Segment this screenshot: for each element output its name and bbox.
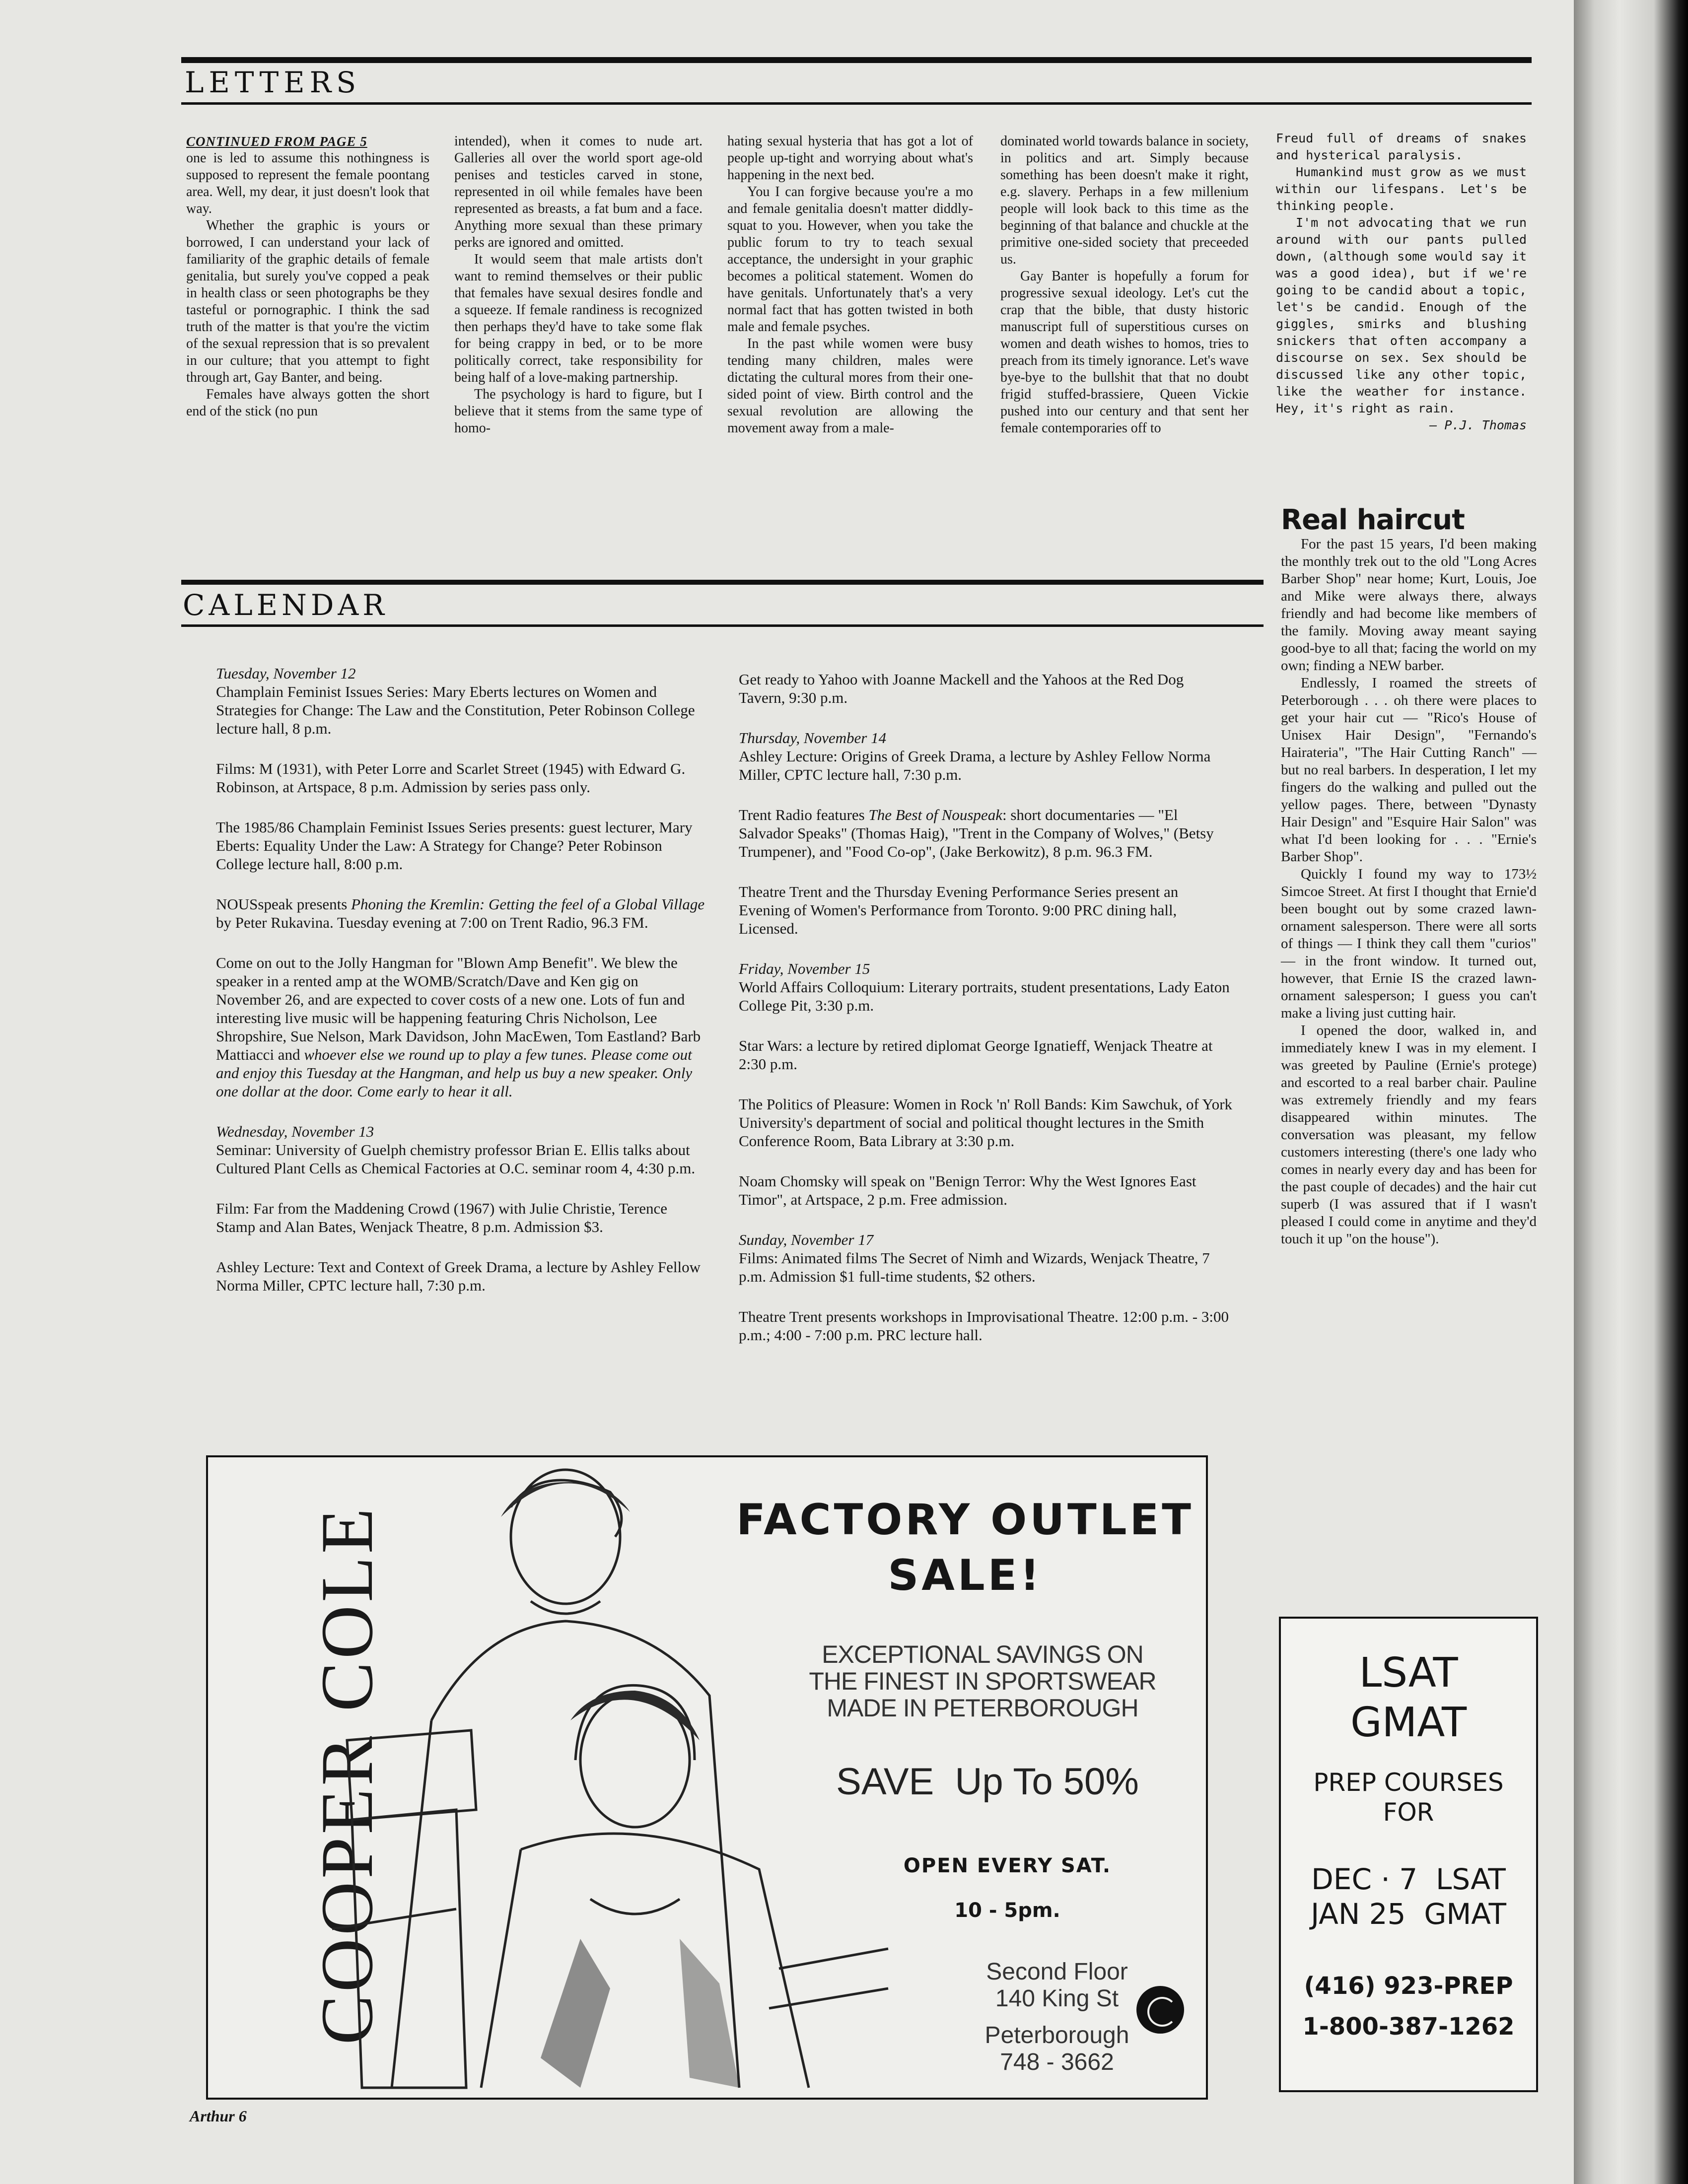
calendar-event — [216, 1199, 705, 1236]
event-text: Ashley Lecture: Origins of Greek Drama, a lecture by Ashley Fellow Norma Miller, CPTC lecture hall, 7:30 p.m. — [739, 748, 1211, 783]
calendar-event — [216, 664, 705, 738]
calendar-event — [739, 1230, 1233, 1286]
calendar-event — [739, 806, 1233, 861]
letter-signature: — P.J. Thomas — [1429, 418, 1527, 432]
haircut-paragraph: Endlessly, I roamed the streets of Peterborough . . . oh there were places to get your hair cut — "Rico's House of Unisex Hair Design", "Fernando's Hairateria", "The Hair Cutting Ranch" — but no real barbers. In desperation, I let my fingers do the walking and pulled out the yellow pages. There, between "Dynasty Hair Design" and "Esquire Hair Salon" was what I'd been looking for . . . "Ernie's Barber Shop". — [1281, 675, 1537, 865]
event-text: Champlain Feminist Issues Series: Mary Eberts lectures on Women and Strategies for Change: The Law and the Constitution, Peter Robinson College lecture hall, 8 p.m. — [216, 683, 695, 737]
letter-paragraph: Freud full of dreams of snakes and hysterical paralysis. — [1276, 131, 1527, 162]
letter-paragraph: Females have always gotten the short end of the stick (no pun — [186, 387, 429, 419]
letter-paragraph: Whether the graphic is yours or borrowed, I can understand your lack of familiarity of the graphic details of female genitalia, but surely you've copped a peak in health class or seen photographs be they tasteful or pornographic. I think the sad truth of the matter is that you're the victim of the sexual repression that is so prevalent in our culture; that you attempt to fight through art, Gay Banter, and being. — [186, 218, 429, 385]
letters-heading: LETTERS — [185, 66, 361, 99]
page-spine — [1574, 0, 1688, 2184]
event-text: : short documentaries — "El Salvador Speaks" (Thomas Haig), "Trent in the Company of Wolves," (Betsy Trumpener), and "Food Co-op", (Jake Berkowitz), 8 p.m. 96.3 FM. — [739, 806, 1214, 860]
event-text: Trent Radio features — [739, 806, 869, 823]
event-text: Theatre Trent presents workshops in Improvisational Theatre. 12:00 p.m. - 3:00 p.m.; 4:00 - 7:00 p.m. PRC lecture hall. — [739, 1308, 1229, 1344]
event-text: Get ready to Yahoo with Joanne Mackell and the Yahoos at the Red Dog Tavern, 9:30 p.m. — [739, 671, 1184, 706]
lsat-label: LSAT — [1359, 1649, 1458, 1697]
event-text: whoever else we round up to play a few tunes. Please come out and enjoy this Tuesday at the Hangman, and help us buy a new speaker. Only one dollar at the door. Come early to hear it all. — [216, 1046, 693, 1100]
event-date: Friday, November 15 — [739, 960, 870, 977]
prep-courses: PREP COURSES — [1313, 1768, 1504, 1797]
gmat-date: JAN 25 GMAT — [1311, 1897, 1506, 1931]
address-city: Peterborough — [985, 2022, 1129, 2048]
cooper-cole-ad — [206, 1455, 1208, 2100]
event-text: Film: Far from the Maddening Crowd (1967) with Julie Christie, Terence Stamp and Alan Bates, Wenjack Theatre, 8 p.m. Admission $3. — [216, 1200, 668, 1235]
calendar-event — [216, 1258, 705, 1295]
event-text: The Politics of Pleasure: Women in Rock 'n' Roll Bands: Kim Sawchuk, of York University's department of social and political thought lectures in the Smith Conference Room, Bata Library at 3:30 p.m. — [739, 1095, 1233, 1150]
event-text: Come on out to the Jolly Hangman for "Blown Amp Benefit". We blew the speaker in a rented amp at the WOMB/Scratch/Dave and Ken gig on November 26, and are expected to cover costs of a new one. Lots of fun and interesting live music will be happening featuring Chris Nicholson, Lee Shropshire, Sue Nelson, Mark Davidson, John MacEwen, Tom Eastland? Barb Mattiacci and — [216, 954, 701, 1063]
event-date: Wednesday, November 13 — [216, 1123, 374, 1140]
event-date: Thursday, November 14 — [739, 729, 887, 747]
calendar-right-column — [739, 670, 1233, 1366]
event-title: The Best of Nouspeak — [868, 806, 1002, 823]
savings-line: EXCEPTIONAL SAVINGS ON — [822, 1640, 1143, 1668]
event-text: Star Wars: a lecture by retired diplomat George Ignatieff, Wenjack Theatre at 2:30 p.m. — [739, 1037, 1213, 1073]
calendar-event — [739, 1036, 1233, 1073]
letter-paragraph: dominated world towards balance in society, in politics and art. Simply because something has been doesn't make it right, e.g. slavery. Perhaps in a few millenium people will look back to this time as the beginning of that balance and chuckle at the primitive one-sided society that preceeded us. — [1000, 134, 1249, 267]
event-text: Ashley Lecture: Text and Context of Greek Drama, a lecture by Ashley Fellow Norma Miller, CPTC lecture hall, 7:30 p.m. — [216, 1258, 701, 1294]
calendar-event — [216, 954, 705, 1100]
letter-column-4 — [1000, 133, 1249, 437]
ad-headline — [734, 1492, 1196, 1603]
savings-line: MADE IN PETERBOROUGH — [827, 1694, 1138, 1722]
event-text: by Peter Rukavina. Tuesday evening at 7:00 on Trent Radio, 96.3 FM. — [216, 914, 648, 931]
page-footer: Arthur 6 — [190, 2107, 247, 2125]
calendar-under-rule — [181, 624, 1264, 627]
event-text: The 1985/86 Champlain Feminist Issues Series presents: guest lecturer, Mary Eberts: Equality Under the Law: A Strategy for Change? Peter Robinson College lecture hall, 8:00 p.m. — [216, 819, 693, 873]
letters-top-rule — [181, 57, 1532, 63]
event-text: World Affairs Colloquium: Literary portraits, student presentations, Lady Eaton College Pit, 3:30 p.m. — [739, 978, 1230, 1014]
gmat-label: GMAT — [1350, 1699, 1467, 1746]
lsat-gmat-ad — [1279, 1617, 1538, 2092]
letter-paragraph: Gay Banter is hopefully a forum for progressive sexual ideology. Let's cut the crap that the bible, that dusty historic manuscript full of superstitious curses on women and death wishes to homos, tries to preach from its timely ignorance. Let's wave bye-bye to the bullshit that that no doubt frigid stuffed-brassiere, Queen Vickie pushed into our century and that sent her female contemporaries off to — [1000, 269, 1249, 436]
phone-local: (416) 923-PREP — [1304, 1972, 1513, 2000]
address-line: Second Floor — [986, 1959, 1128, 1985]
ad-savings — [804, 1641, 1161, 1721]
calendar-top-rule — [181, 580, 1264, 585]
event-date: Tuesday, November 12 — [216, 665, 356, 682]
address-phone: 748 - 3662 — [1000, 2049, 1114, 2075]
calendar-event — [216, 1122, 705, 1177]
brand-name: COOPER COLE — [306, 1505, 388, 2045]
letters-under-rule — [181, 102, 1532, 105]
haircut-article — [1281, 504, 1537, 1248]
brand-logo — [228, 1477, 388, 2073]
continued-note: CONTINUED FROM PAGE 5 — [186, 134, 367, 149]
letter-column-5 — [1276, 130, 1527, 434]
letter-paragraph: intended), when it comes to nude art. Galleries all over the world sport age-old penises and testicles carved in stone, represented in oil while females have been represented as breasts, a fat bum and a face. Anything more sexual than these primary perks are ignored and omitted. — [454, 134, 703, 250]
letter-paragraph: It would seem that male artists don't want to remind themselves or their public that females have sexual desires fondle and a squeeze. If female randiness is recognized then perhaps they'd have to take some flak for being crappy in bed, or to be more politically correct, take responsibility for being half of a love-making partnership. — [454, 252, 703, 385]
ad-hours: 10 - 5pm. — [954, 1899, 1060, 1922]
calendar-heading: CALENDAR — [183, 588, 388, 622]
letter-paragraph: You I can forgive because you're a mo and female genitalia doesn't matter diddly-squat to you. However, when you take the public forum to try to teach sexual acceptance, the undersight in your graphic becomes a political statement. Women do have genitals. Unfortunately that's a very normal fact that has gotten twisted in both male and female psyches. — [727, 184, 973, 335]
calendar-event — [216, 895, 705, 932]
ad-headline-line1: FACTORY OUTLET — [736, 1495, 1194, 1545]
letter-paragraph: Humankind must grow as we must within our lifespans. Let's be thinking people. — [1276, 165, 1527, 213]
event-text: Films: M (1931), with Peter Lorre and Scarlet Street (1945) with Edward G. Robinson, at Artspace, 8 p.m. Admission by series pass only. — [216, 760, 686, 796]
letter-paragraph: In the past while women were busy tending many children, males were dictating the cultural mores from their one-sided point of view. Birth control and the sexual revolution are allowing the movement away from a male- — [727, 336, 973, 436]
letter-paragraph: The psychology is hard to figure, but I believe that it stems from the same type of homo- — [454, 387, 703, 436]
for-label: FOR — [1383, 1798, 1434, 1827]
haircut-title: Real haircut — [1281, 504, 1465, 536]
letter-column-3 — [727, 133, 973, 437]
phone-tollfree: 1-800-387-1262 — [1302, 2013, 1515, 2041]
event-title: Phoning the Kremlin: Getting the feel of a Global Village — [351, 895, 705, 913]
event-date: Sunday, November 17 — [739, 1231, 874, 1248]
event-text: Seminar: University of Guelph chemistry professor Brian E. Ellis talks about Cultured Plant Cells as Chemical Factories at O.C. seminar room 4, 4:30 p.m. — [216, 1141, 696, 1177]
haircut-paragraph: Quickly I found my way to 173½ Simcoe Street. At first I thought that Ernie'd been bought out by some crazed lawn-ornament salesperson. There were all sorts of things — I think they call them "curios" — in the front window. It turned out, however, that Ernie IS the crazed lawn-ornament salesperson; I guess you can't make a living just cutting hair. — [1281, 866, 1537, 1021]
haircut-paragraph: I opened the door, walked in, and immediately knew I was in my element. I was greeted by Pauline (Ernie's protege) and escorted to a real barber chair. Pauline was extremely friendly and my fears disappeared within minutes. The conversation was pleasant, my fellow customers interesting (there's one lady who comes in nearly every day and has been for the past couple of decades) and the hair cut superb (I was assured that if I wasn't pleased I could come in anytime and they'd touch it up "on the house"). — [1281, 1023, 1537, 1247]
lsat-date: DEC · 7 LSAT — [1311, 1862, 1506, 1896]
calendar-event — [739, 729, 1233, 784]
calendar-event — [739, 1172, 1233, 1209]
calendar-event — [739, 670, 1233, 707]
calendar-event — [739, 1095, 1233, 1150]
letter-paragraph: hating sexual hysteria that has got a lot of people up-tight and worrying about what's happening in the next bed. — [727, 134, 973, 183]
calendar-event — [739, 959, 1233, 1015]
ad-save-line: SAVE Up To 50% — [836, 1761, 1139, 1803]
logo-disc-icon — [1136, 1986, 1184, 2034]
letter-paragraph: I'm not advocating that we run around with our pants pulled down, (although some would say it was a good idea), but if we're going to be candid about a topic, let's be candid. Enough of the giggles, smirks and blushing snickers that often accompany a discourse on sex. Sex should be discussed like any other topic, like the weather for instance. Hey, it's right as rain. — [1276, 215, 1527, 415]
event-text: NOUSspeak presents — [216, 895, 352, 913]
calendar-left-column — [216, 664, 705, 1316]
event-text: Noam Chomsky will speak on "Benign Terror: Why the West Ignores East Timor", at Artspace, 2 p.m. Free admission. — [739, 1172, 1196, 1208]
letter-paragraph: one is led to assume this nothingness is supposed to represent the female poontang area. Well, my dear, it just doesn't look that way. — [186, 150, 429, 216]
calendar-event — [739, 1307, 1233, 1344]
letter-column-2 — [454, 133, 703, 437]
event-text: Films: Animated films The Secret of Nimh and Wizards, Wenjack Theatre, 7 p.m. Admission $1 full-time students, $2 others. — [739, 1249, 1210, 1285]
letter-column-1 — [186, 133, 429, 420]
calendar-event — [216, 759, 705, 796]
event-text: Theatre Trent and the Thursday Evening Performance Series present an Evening of Women's Performance from Toronto. 9:00 PRC dining hall, Licensed. — [739, 883, 1179, 937]
ad-open: OPEN EVERY SAT. — [903, 1854, 1112, 1877]
ad-address — [973, 1959, 1141, 2076]
calendar-event — [216, 818, 705, 873]
haircut-paragraph: For the past 15 years, I'd been making the monthly trek out to the old "Long Acres Barber Shop" near home; Kurt, Louis, Joe and Mike were always there, always friendly and had become like members of the family. Moving away meant saying good-bye to all that; facing the world on my own; finding a NEW barber. — [1281, 536, 1537, 674]
calendar-event — [739, 883, 1233, 938]
address-line: 140 King St — [995, 1985, 1119, 2012]
savings-line: THE FINEST IN SPORTSWEAR — [809, 1667, 1156, 1695]
ad-headline-line2: SALE! — [888, 1551, 1043, 1600]
